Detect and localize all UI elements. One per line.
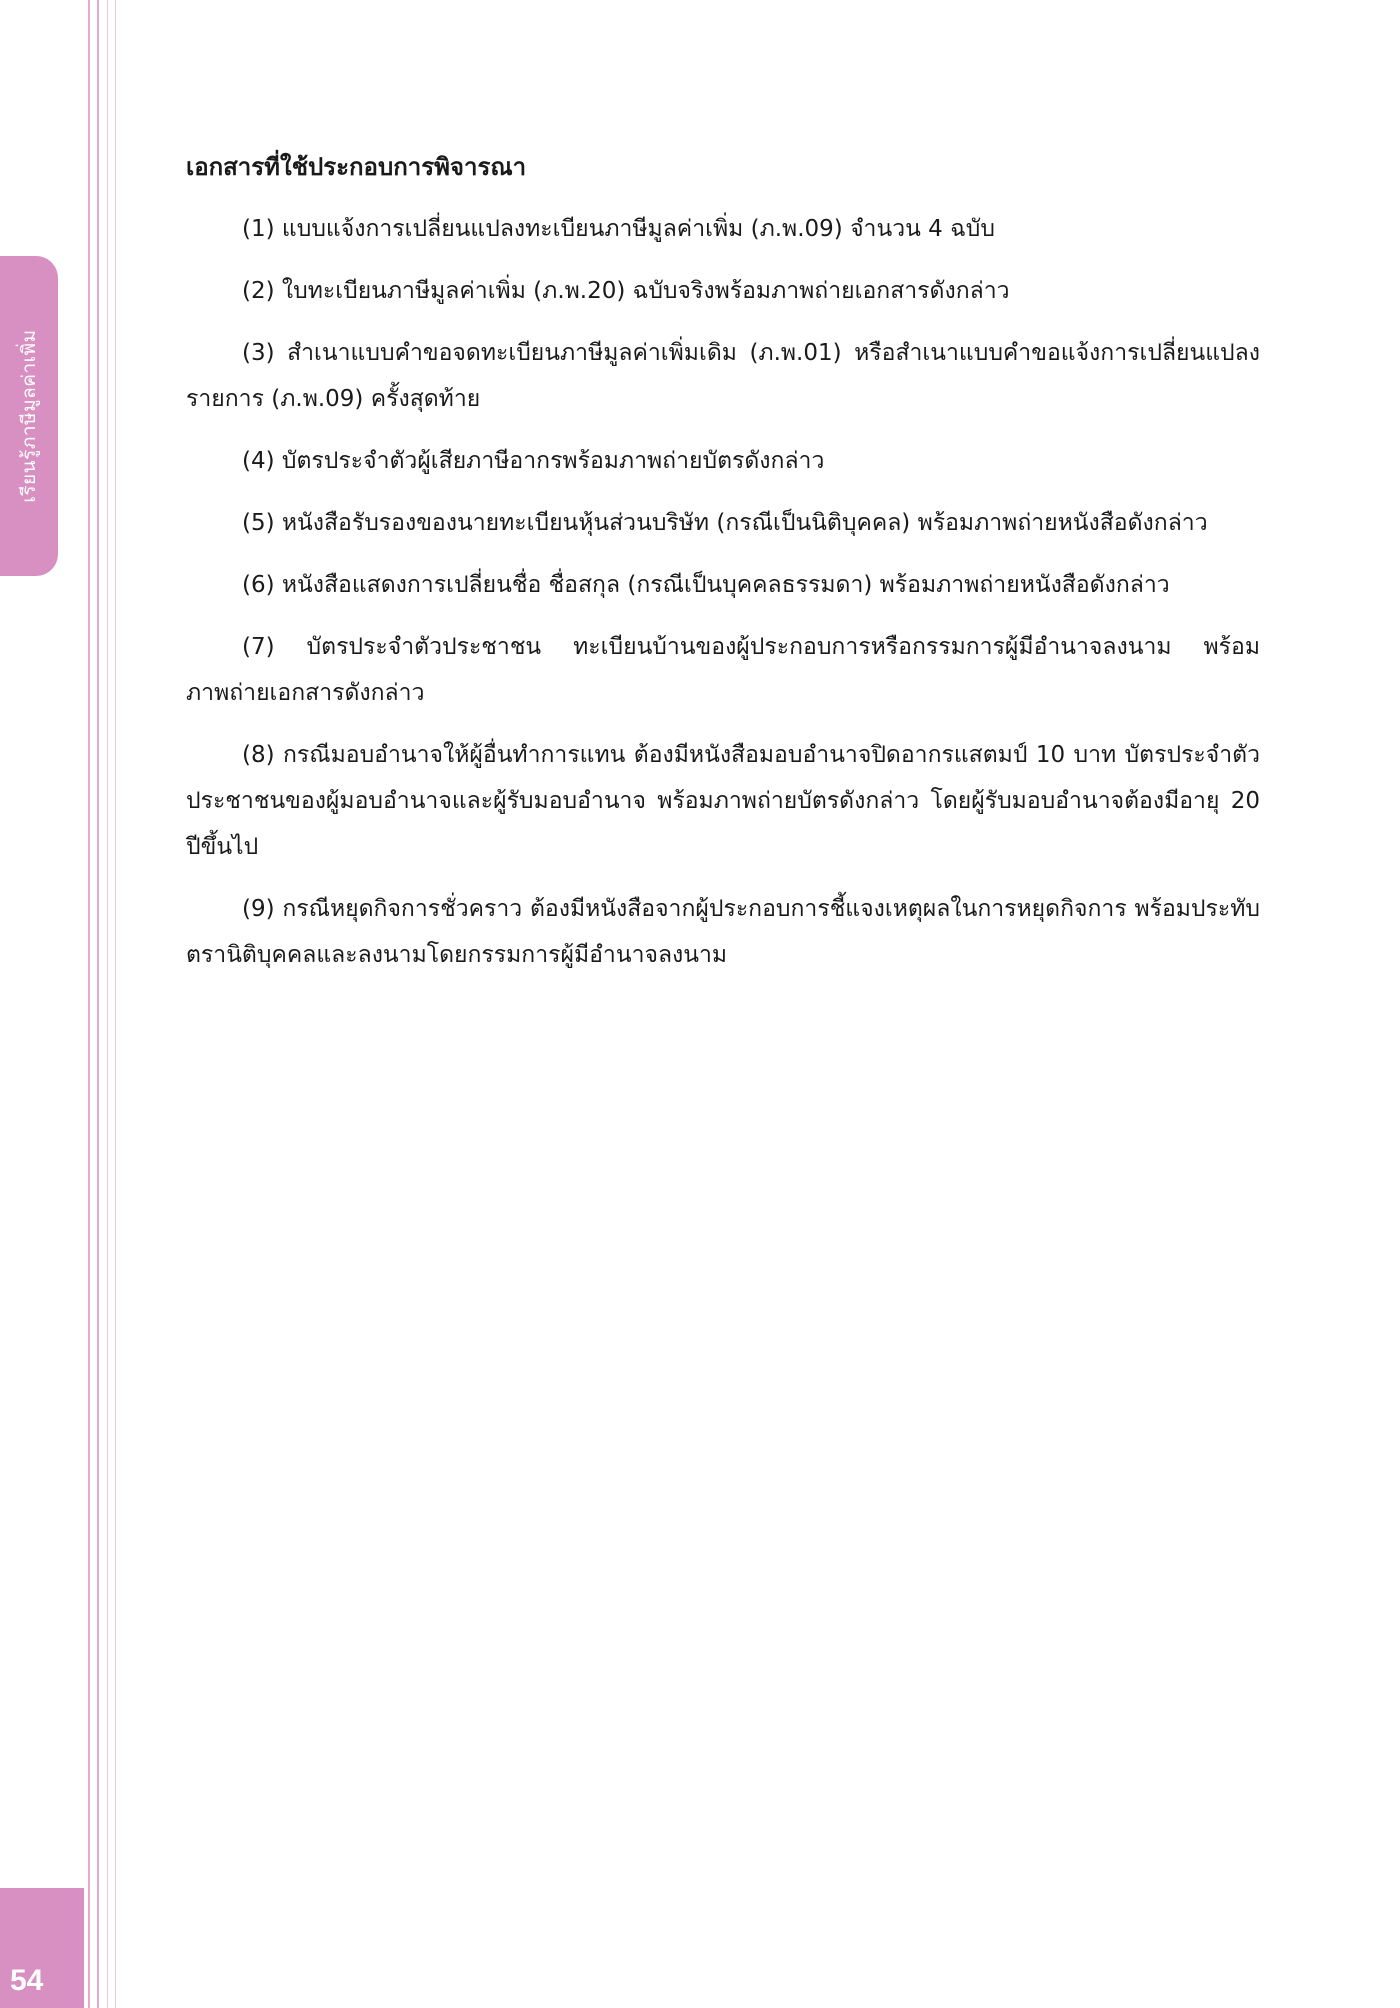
margin-line bbox=[115, 0, 116, 2008]
document-item: (1) แบบแจ้งการเปลี่ยนแปลงทะเบียนภาษีมูลค่าเพิ่ม (ภ.พ.09) จำนวน 4 ฉบับ bbox=[242, 216, 995, 242]
document-item: (5) หนังสือรับรองของนายทะเบียนหุ้นส่วนบริษัท (กรณีเป็นนิติบุคคล) พร้อมภาพถ่ายหนังสือดังกล่าว bbox=[242, 510, 1208, 536]
margin-line bbox=[107, 0, 108, 2008]
section-side-tab bbox=[0, 256, 58, 576]
margin-line bbox=[97, 0, 99, 2008]
margin-decoration-lines bbox=[88, 0, 128, 2008]
margin-line bbox=[88, 0, 90, 2008]
document-item: (8) กรณีมอบอำนาจให้ผู้อื่นทำการแทน ต้องมีหนังสือมอบอำนาจปิดอากรแสตมป์ 10 บาท บัตรประจำตัวประชาชนของผู้มอบอำนาจและผู้รับมอบอำนาจ พร้อมภาพถ่ายบัตรดังกล่าว โดยผู้รับมอบอำนาจต้องมีอายุ 20 ปีขึ้นไป bbox=[186, 742, 1260, 860]
page-number-box bbox=[0, 1888, 84, 2008]
document-item: (6) หนังสือแสดงการเปลี่ยนชื่อ ชื่อสกุล (กรณีเป็นบุคคลธรรมดา) พร้อมภาพถ่ายหนังสือดังกล่าว bbox=[242, 572, 1170, 598]
document-body bbox=[186, 148, 1260, 994]
document-item: (3) สำเนาแบบคำขอจดทะเบียนภาษีมูลค่าเพิ่มเดิม (ภ.พ.01) หรือสำเนาแบบคำขอแจ้งการเปลี่ยนแปลงรายการ (ภ.พ.09) ครั้งสุดท้าย bbox=[186, 340, 1260, 412]
document-item: (4) บัตรประจำตัวผู้เสียภาษีอากรพร้อมภาพถ่ายบัตรดังกล่าว bbox=[242, 448, 825, 474]
section-heading: เอกสารที่ใช้ประกอบการพิจารณา bbox=[186, 153, 527, 181]
page-number: 54 bbox=[10, 1964, 44, 1997]
document-item: (9) กรณีหยุดกิจการชั่วคราว ต้องมีหนังสือจากผู้ประกอบการชี้แจงเหตุผลในการหยุดกิจการ พร้อมประทับตรานิติบุคคลและลงนามโดยกรรมการผู้มีอำนาจลงนาม bbox=[186, 896, 1260, 968]
side-tab-label: เรียนรู้ภาษีมูลค่าเพิ่ม bbox=[18, 329, 40, 503]
document-item: (2) ใบทะเบียนภาษีมูลค่าเพิ่ม (ภ.พ.20) ฉบับจริงพร้อมภาพถ่ายเอกสารดังกล่าว bbox=[242, 278, 1010, 304]
document-item: (7) บัตรประจำตัวประชาชน ทะเบียนบ้านของผู้ประกอบการหรือกรรมการผู้มีอำนาจลงนาม พร้อมภาพถ่ายเอกสารดังกล่าว bbox=[186, 634, 1260, 706]
